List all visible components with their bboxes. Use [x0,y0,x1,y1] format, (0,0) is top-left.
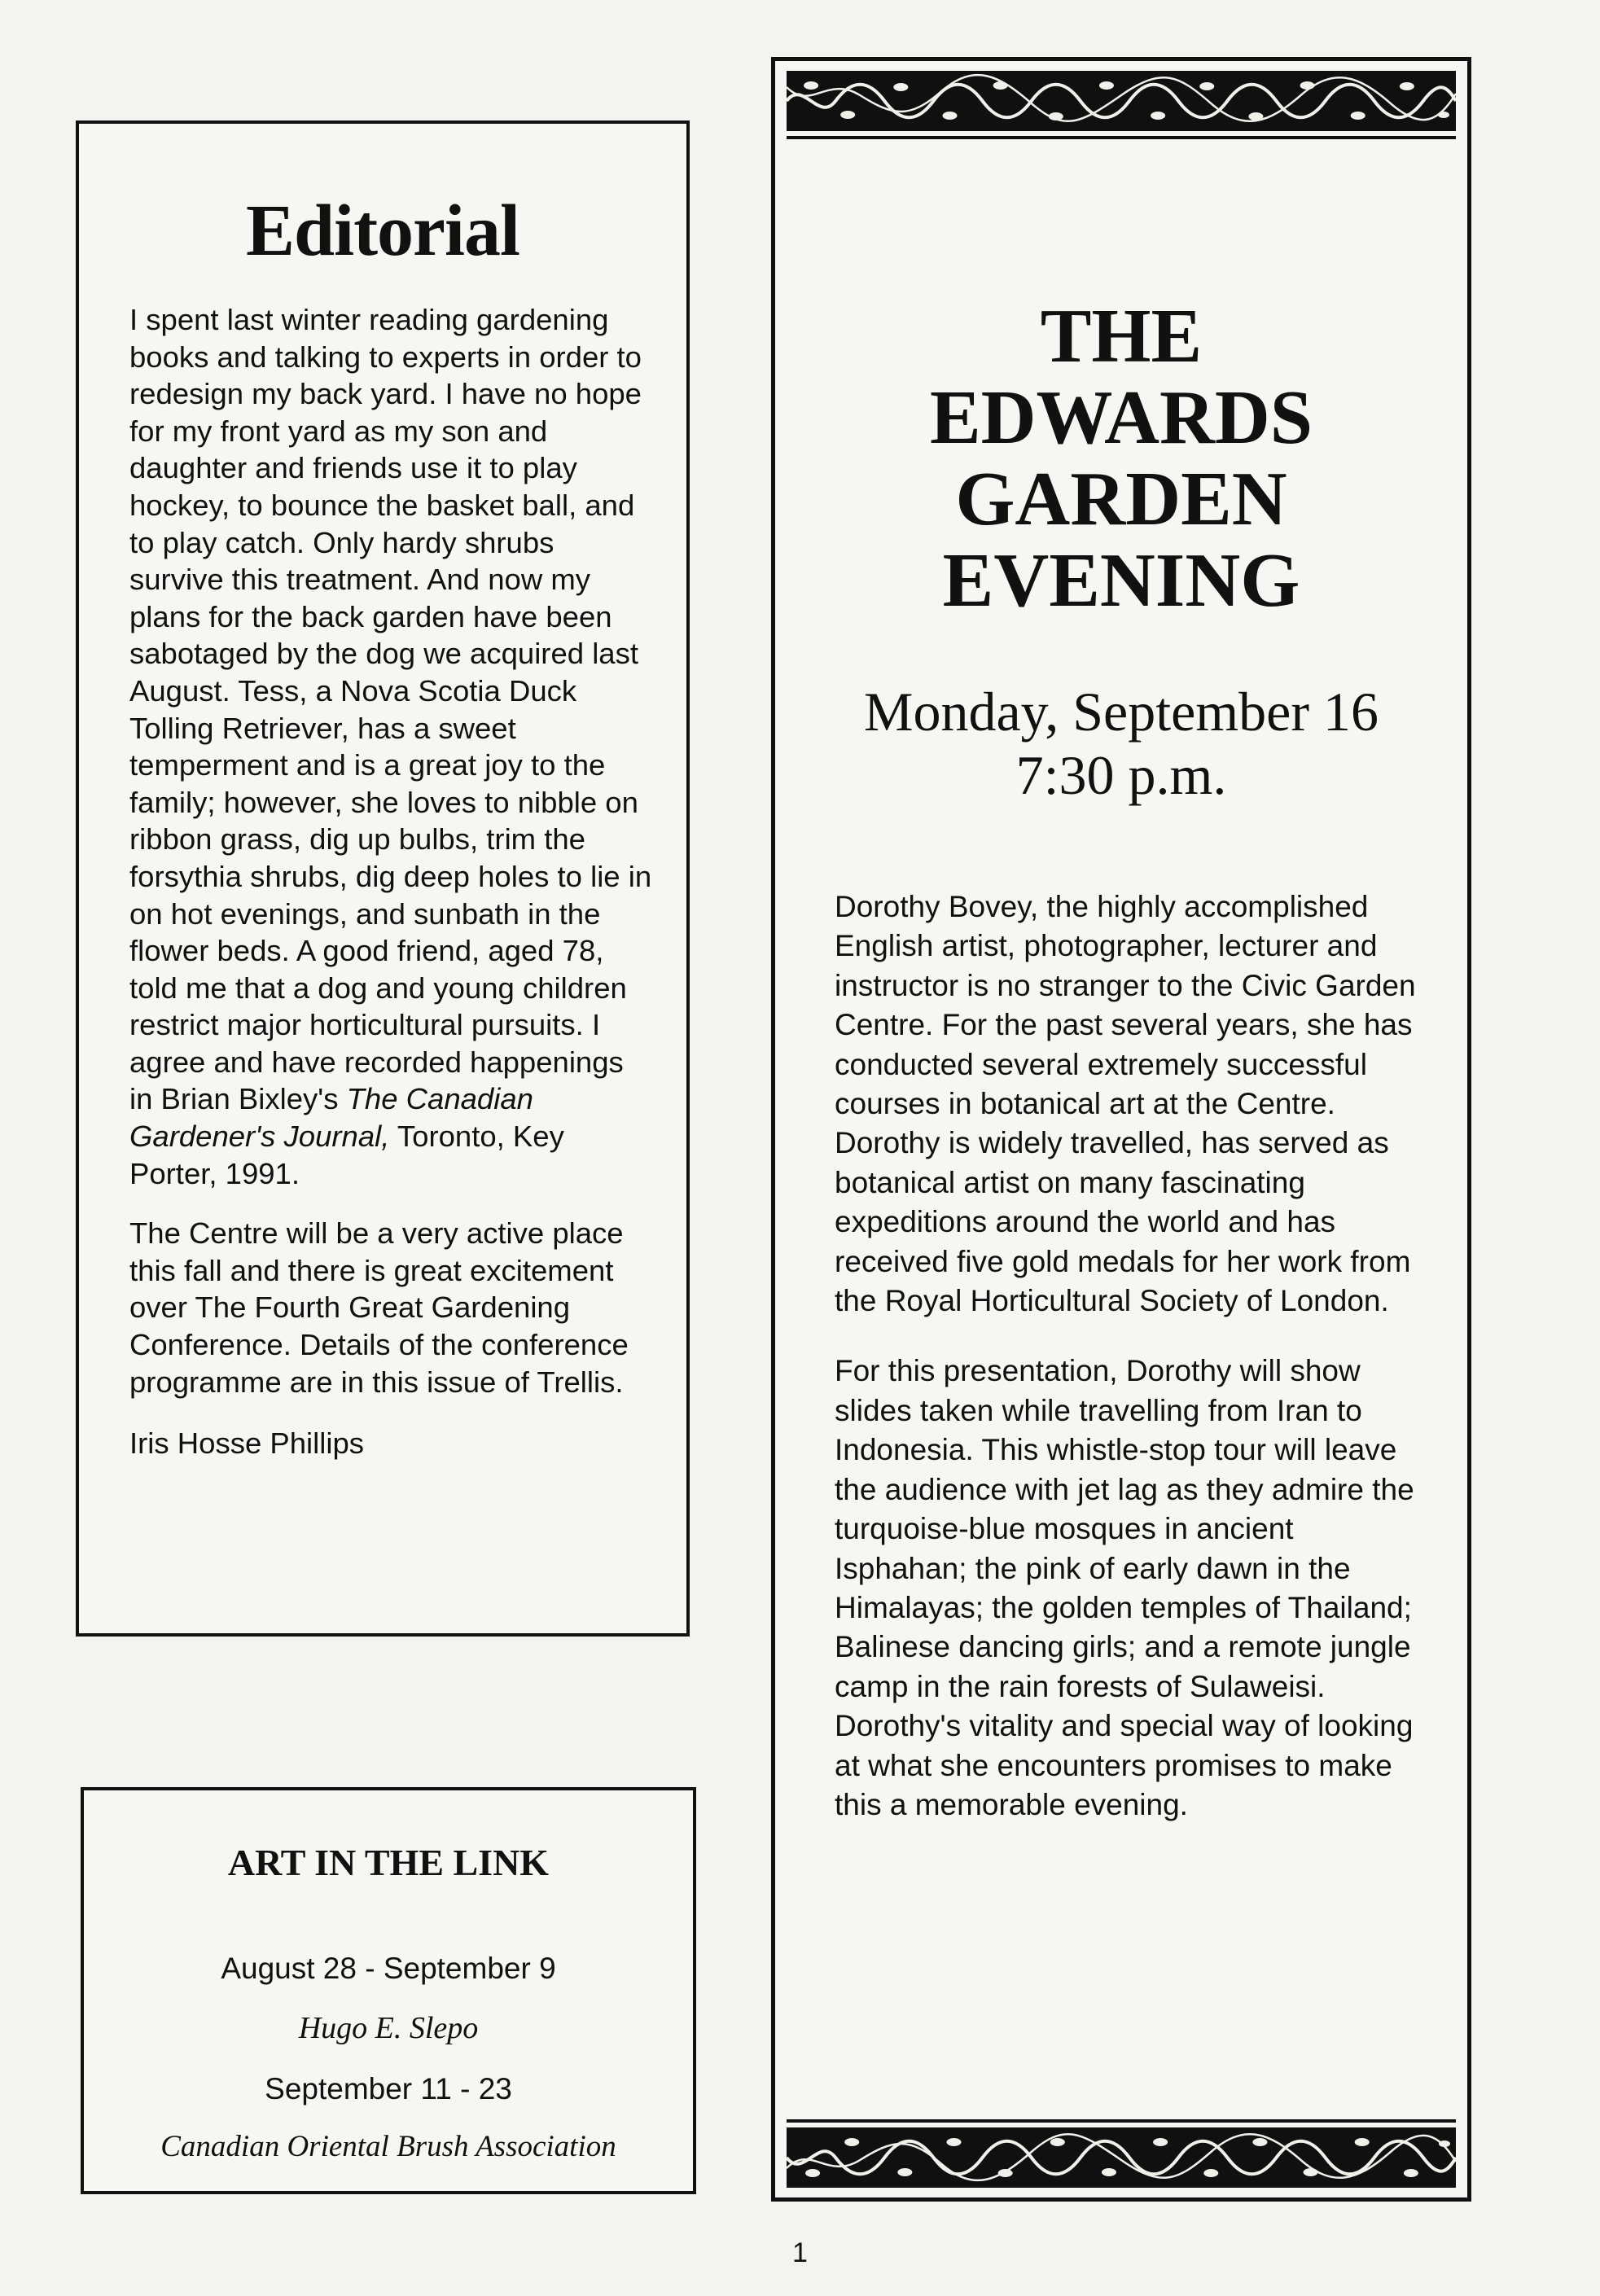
editorial-paragraph-1: I spent last winter reading gardening books and talking to experts in order to redesign my back yard. I have no hope for my front yard as my son and daughter and friends use it to play hockey, to bounce the basket ball, and to play catch. Only hardy shrubs survive this treatment. And now my plans for the back garden have been sabotaged by the dog we acquired last August. Tess, a Nova Scotia Duck Tolling Retriever, has a sweet temperment and is a great joy to the family; however, she loves to nibble on ribbon grass, dig up bulbs, trim the forsythia shrubs, dig deep holes to lie in on hot evenings, and sunbath in the flower beds. A good friend, aged 78, told me that a dog and young children restrict major horticultural pursuits. I agree and have recorded happenings in Brian Bixley's The Canadian Gardener's Journal, Toronto, Key Porter, 1991. [129,303,652,1190]
exhibit-dates-2: September 11 - 23 [265,2072,512,2105]
event-date-time [775,680,1467,807]
exhibit-dates-1: August 28 - September 9 [221,1952,556,1985]
exhibit-artist-1: Hugo E. Slepo [298,2011,479,2045]
garden-evening-box [771,57,1471,2202]
event-time: 7:30 p.m. [1015,744,1227,806]
decorative-border-top [787,71,1456,131]
art-in-the-link-title: ART IN THE LINK [227,1842,550,1883]
event-paragraph-2: For this presentation, Dorothy will show slides taken while travelling from Iran to Indonesia. This whistle-stop tour will leave the audience with jet lag as they admire the turquoise-blue mosques in ancient Isphahan; the pink of early dawn in the Himalayas; the golden temples of Thailand; Balinese dancing girls; and a remote jungle camp in the rain forests of Sulaweisi. Dorothy's vitality and special way of looking at what she encounters promises to make this a memorable evening. [835,1354,1414,1821]
editorial-box [76,120,690,1637]
floral-vine-ornament-icon [787,2127,1456,2188]
book-title: The Canadian Gardener's Journal, [129,1082,533,1154]
event-paragraph-1: Dorothy Bovey, the highly accomplished English artist, photographer, lecturer and instructor is no stranger to the Civic Garden Centre. For the past several years, she has conducted several extremely successful courses in botanical art at the Centre. Dorothy is widely travelled, has served as botanical artist on many fascinating expeditions around the world and has received five gold medals for her work from the Royal Horticultural Society of London. [835,890,1416,1318]
editorial-signature: Iris Hosse Phillips [129,1426,365,1461]
event-date: Monday, September 16 [863,681,1379,743]
page-number: 1 [792,2237,808,2268]
floral-vine-ornament-icon [787,71,1456,131]
editorial-title: Editorial [245,191,519,271]
exhibit-artist-2: Canadian Oriental Brush Association [160,2130,616,2163]
ornament-divider-bottom [787,2119,1456,2123]
event-description [835,887,1428,1825]
event-headline: THE EDWARDS GARDEN EVENING [929,294,1313,623]
decorative-border-bottom [787,2127,1456,2188]
editorial-body [129,301,654,1462]
ornament-divider-top [787,136,1456,139]
art-in-the-link-box [81,1787,696,2194]
editorial-paragraph-2: The Centre will be a very active place this fall and there is great excitement over The Fourth Great Gardening Conference. Details of the conference programme are in this issue of Trellis. [129,1216,629,1399]
